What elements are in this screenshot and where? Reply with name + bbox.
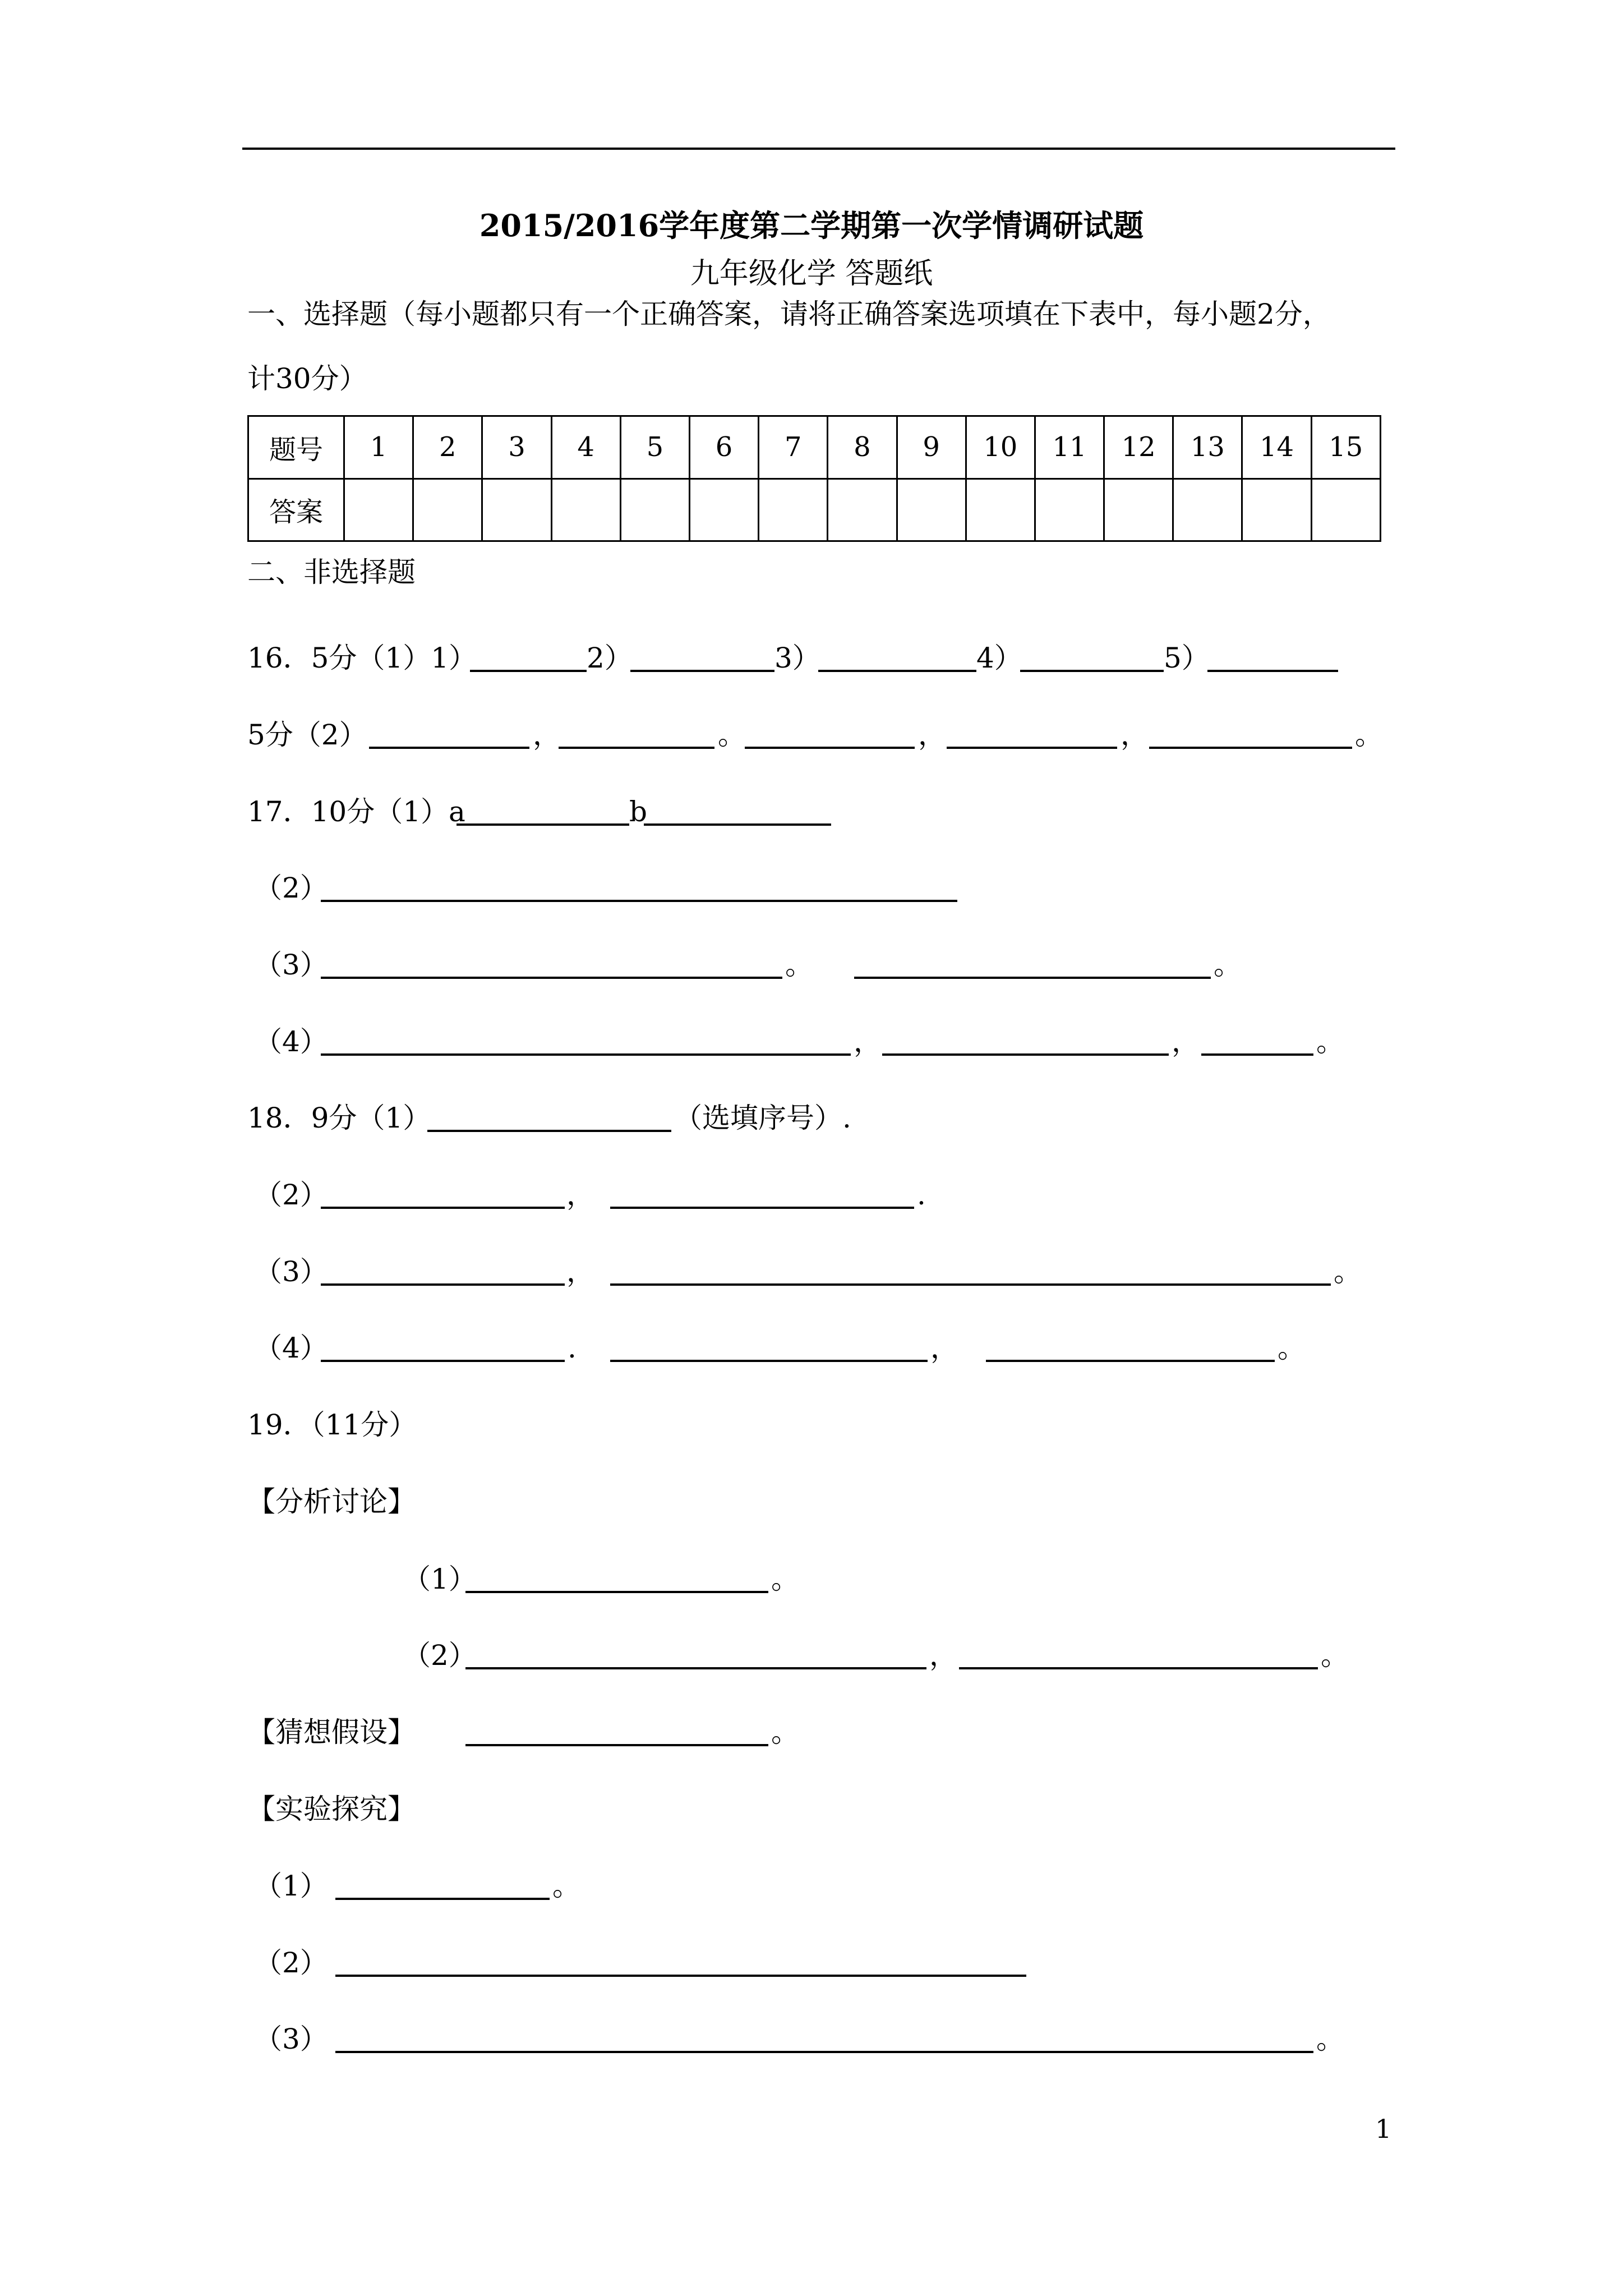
q16-2-blank-3[interactable]	[745, 747, 915, 749]
punct: 。	[1214, 949, 1242, 981]
q18-1-blank[interactable]	[427, 1130, 671, 1132]
experiment-item2	[0, 1949, 1623, 1982]
question-number-cell: 13	[1173, 416, 1242, 479]
experiment-label: 【实验探究】	[247, 1793, 416, 1825]
page-title: 2015/2016学年度第二学期第一次学情调研试题	[479, 208, 1144, 243]
experiment-item3	[0, 2025, 1623, 2059]
answer-cell[interactable]	[1173, 478, 1242, 541]
q16-2-blank-2[interactable]	[559, 747, 714, 749]
question-number-cell: 1	[344, 416, 413, 479]
q17-4-blank-1[interactable]	[321, 1053, 851, 1056]
experiment-2-blank[interactable]	[335, 1975, 1026, 1977]
section1-instruction	[0, 300, 1623, 334]
answer-row	[248, 478, 1381, 541]
header-rule	[242, 148, 1395, 150]
q17-line1	[0, 795, 1623, 831]
q19-heading: 19．（11分）	[247, 1409, 417, 1441]
q16-2-blank-1[interactable]	[369, 747, 529, 749]
q16-line2	[0, 721, 1623, 754]
q16-label-5: 5）	[1164, 642, 1210, 674]
question-number-cell: 9	[897, 416, 966, 479]
answer-cell[interactable]	[482, 478, 551, 541]
analysis-2-blank-2[interactable]	[959, 1667, 1318, 1669]
punct: 。	[785, 949, 813, 981]
analysis-1-lead: （1）	[403, 1563, 477, 1595]
q17-lead: 17．10分（1）a	[247, 795, 465, 828]
analysis-item2	[0, 1641, 1623, 1675]
analysis-2-blank-1[interactable]	[465, 1667, 926, 1669]
punct: .	[917, 1179, 926, 1211]
punct: ，	[566, 1255, 594, 1288]
instruction-line2: 计30分）	[247, 362, 367, 395]
punct: ，	[918, 719, 946, 751]
answer-cell[interactable]	[897, 478, 966, 541]
punct: 。	[552, 1870, 580, 1902]
question-number-cell: 10	[966, 416, 1035, 479]
punct: 。	[771, 1716, 799, 1749]
hypothesis-row	[0, 1718, 1623, 1752]
answer-cell[interactable]	[828, 478, 897, 541]
q17-2-lead: （2）	[254, 872, 328, 904]
q18-2-blank-2[interactable]	[610, 1207, 914, 1209]
q16-1-5-blank[interactable]	[1207, 670, 1338, 672]
q16-line1	[0, 644, 1623, 678]
experiment-1-blank[interactable]	[335, 1898, 550, 1900]
page-number: 1	[1375, 2114, 1392, 2144]
q16-lead: 16．5分（1）1）	[247, 642, 477, 674]
q18-lead: 18．9分（1）	[247, 1102, 431, 1134]
q18-4-blank-3[interactable]	[986, 1360, 1275, 1362]
q17-3-lead: （3）	[254, 949, 328, 981]
q18-line3	[0, 1255, 1623, 1291]
q16-label-3: 3）	[774, 642, 820, 674]
answer-cell[interactable]	[620, 478, 689, 541]
question-number-cell: 8	[828, 416, 897, 479]
q18-line4	[0, 1334, 1623, 1368]
punct: ，	[854, 1025, 882, 1058]
analysis-2-lead: （2）	[403, 1639, 477, 1672]
punct: 。	[771, 1563, 799, 1595]
punct: ，	[1172, 1025, 1200, 1058]
q17-line4	[0, 1025, 1623, 1061]
question-number-cell: 11	[1035, 416, 1104, 479]
q16-1-4-blank[interactable]	[1020, 670, 1164, 672]
q16-1-1-blank[interactable]	[470, 670, 587, 672]
experiment-1-lead: （1）	[254, 1870, 328, 1902]
answer-cell[interactable]	[1035, 478, 1104, 541]
punct: 。	[1321, 1639, 1349, 1672]
answer-cell[interactable]	[1311, 478, 1380, 541]
q17-3-blank-2[interactable]	[854, 977, 1211, 979]
section2-heading-row	[0, 558, 1623, 592]
instruction-line1: 一、选择题（每小题都只有一个正确答案，请将正确答案选项填在下表中，每小题2分，	[247, 298, 1331, 330]
q18-2-blank-1[interactable]	[321, 1207, 565, 1209]
q17-2-blank[interactable]	[321, 900, 957, 902]
question-number-cell: 7	[759, 416, 828, 479]
question-number-cell: 14	[1242, 416, 1311, 479]
question-number-cell: 15	[1311, 416, 1380, 479]
q16-label-2: 2）	[587, 642, 633, 674]
question-number-cell: 4	[551, 416, 620, 479]
experiment-heading-row	[0, 1795, 1623, 1829]
q18-1-tail: （选填序号）.	[674, 1102, 851, 1134]
q18-3-blank-2[interactable]	[610, 1283, 1331, 1286]
q19-heading-row	[0, 1411, 1623, 1444]
q18-line1	[0, 1104, 1623, 1138]
q18-line2	[0, 1181, 1623, 1214]
page-subtitle: 九年级化学 答题纸	[690, 257, 933, 291]
q17-label-b: b	[629, 795, 648, 828]
answer-cell[interactable]	[413, 478, 482, 541]
q16-2-lead: 5分（2）	[247, 719, 367, 751]
answer-cell[interactable]	[759, 478, 828, 541]
experiment-3-blank[interactable]	[335, 2051, 1313, 2053]
q16-2-blank-5[interactable]	[1149, 747, 1352, 749]
q18-4-blank-2[interactable]	[610, 1360, 928, 1362]
q16-1-3-blank[interactable]	[818, 670, 976, 672]
answer-cell[interactable]	[551, 478, 620, 541]
punct: 。	[1278, 1332, 1306, 1364]
punct: ，	[1121, 719, 1149, 751]
q17-line2	[0, 874, 1623, 908]
punct: ，	[533, 719, 561, 751]
section1-instruction-cont	[0, 362, 1623, 398]
analysis-heading-row	[0, 1485, 1623, 1521]
q17-3-blank-1[interactable]	[321, 977, 782, 979]
answer-cell[interactable]	[344, 478, 413, 541]
question-number-row	[248, 416, 1381, 479]
table-header-answer: 答案	[248, 478, 344, 541]
q16-1-2-blank[interactable]	[630, 670, 774, 672]
q16-2-blank-4[interactable]	[947, 747, 1117, 749]
q17-1-a-blank[interactable]	[457, 823, 629, 826]
table-header-number: 题号	[248, 416, 344, 479]
q17-line3	[0, 951, 1623, 984]
question-number-cell: 6	[689, 416, 758, 479]
answer-table	[247, 415, 1381, 542]
analysis-item1	[0, 1565, 1623, 1599]
punct: 。	[1316, 2023, 1344, 2055]
punct: 。	[1316, 1025, 1344, 1058]
q18-4-lead: （4）	[254, 1332, 328, 1364]
q16-label-4: 4）	[976, 642, 1022, 674]
answer-cell[interactable]	[689, 478, 758, 541]
experiment-item1	[0, 1872, 1623, 1906]
punct: 。	[1355, 719, 1383, 751]
punct: ，	[929, 1639, 957, 1672]
question-number-cell: 2	[413, 416, 482, 479]
hypothesis-blank[interactable]	[465, 1744, 768, 1746]
analysis-label: 【分析讨论】	[247, 1485, 416, 1518]
answer-cell[interactable]	[1104, 478, 1173, 541]
q17-4-blank-2[interactable]	[882, 1053, 1169, 1056]
punct: .	[568, 1332, 577, 1364]
answer-cell[interactable]	[966, 478, 1035, 541]
punct: ，	[930, 1332, 958, 1364]
question-number-cell: 12	[1104, 416, 1173, 479]
section2-heading: 二、非选择题	[247, 556, 416, 588]
answer-cell[interactable]	[1242, 478, 1311, 541]
experiment-2-lead: （2）	[254, 1947, 328, 1979]
question-number-cell: 3	[482, 416, 551, 479]
q17-4-lead: （4）	[254, 1025, 328, 1058]
q17-1-b-blank[interactable]	[644, 823, 831, 826]
hypothesis-label: 【猜想假设】	[247, 1716, 416, 1749]
q17-4-blank-3[interactable]	[1201, 1053, 1313, 1056]
q18-2-lead: （2）	[254, 1179, 328, 1211]
punct: 。	[1334, 1255, 1362, 1288]
question-number-cell: 5	[620, 416, 689, 479]
analysis-1-blank[interactable]	[465, 1591, 768, 1593]
q18-4-blank-1[interactable]	[321, 1360, 565, 1362]
punct: ，	[566, 1179, 594, 1211]
q18-3-lead: （3）	[254, 1255, 328, 1288]
q18-3-blank-1[interactable]	[321, 1283, 565, 1286]
experiment-3-lead: （3）	[254, 2023, 328, 2055]
punct: 。	[718, 719, 746, 751]
